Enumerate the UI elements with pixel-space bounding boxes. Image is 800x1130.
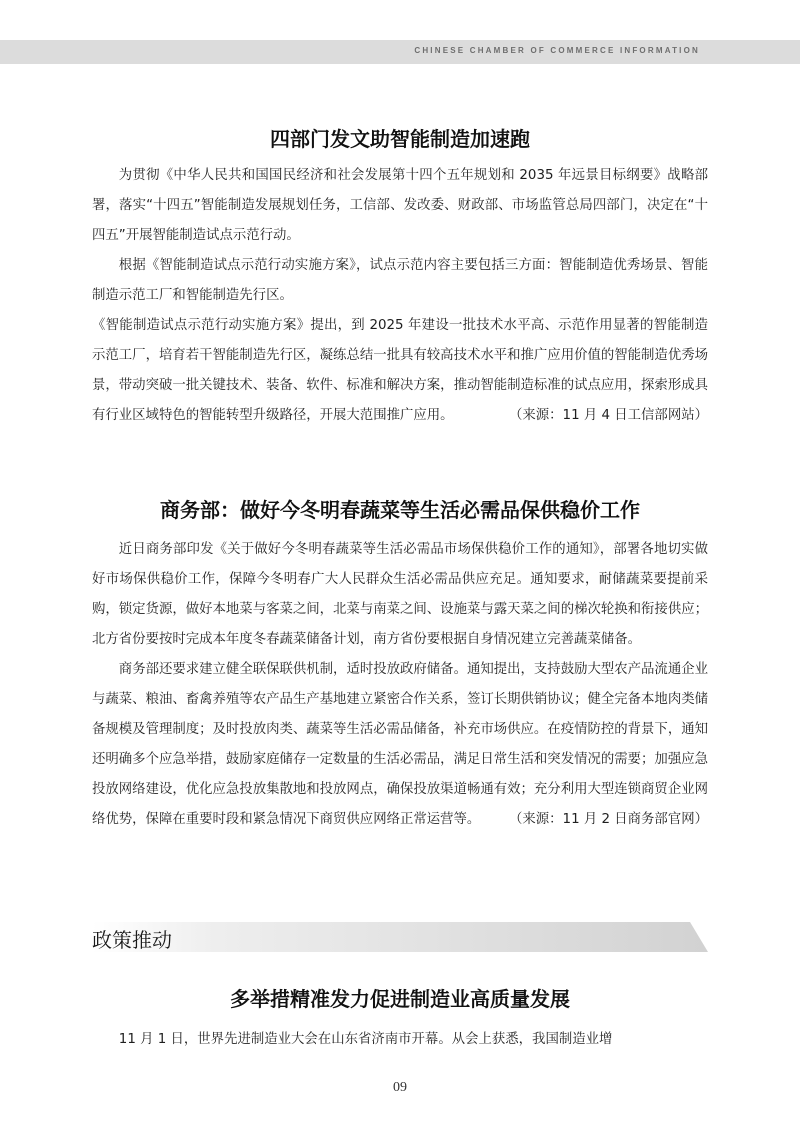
article-title-2: 商务部：做好今冬明春蔬菜等生活必需品保供稳价工作 bbox=[160, 498, 640, 522]
article-1-paragraph-1: 为贯彻《中华人民共和国国民经济和社会发展第十四个五年规划和 2035 年远景目标纲要》战略部署，落实“十四五”智能制造发展规划任务，工信部、发改委、财政部、市场监管总局四部门，决定在“十四五”开展智能制造试点示范行动。 bbox=[92, 168, 708, 243]
article-2-source: （来源：11 月 2 日商务部官网） bbox=[508, 812, 708, 827]
header-banner-text: CHINESE CHAMBER OF COMMERCE INFORMATION bbox=[414, 46, 700, 55]
article-body-2 bbox=[92, 535, 708, 835]
article-1-paragraph-3-text: 《智能制造试点示范行动实施方案》提出，到 2025 年建设一批技术水平高、示范作用显著的智能制造示范工厂，培育若干智能制造先行区，凝练总结一批具有较高技术水平和推广应用价值的智能制造优秀场景，带动突破一批关键技术、装备、软件、标准和解决方案，推动智能制造标准的试点应用，探索形成具有行业区域特色的智能转型升级路径，开展大范围推广应用。 bbox=[92, 318, 708, 423]
article-2-paragraph-2 bbox=[92, 655, 708, 835]
article-2-paragraph-2-text: 商务部还要求建立健全联保联供机制，适时投放政府储备。通知提出，支持鼓励大型农产品流通企业与蔬菜、粮油、畜禽养殖等农产品生产基地建立紧密合作关系，签订长期供销协议；健全完备本地肉类储备规模及管理制度；及时投放肉类、蔬菜等生活必需品储备，补充市场供应。在疫情防控的背景下，通知还明确多个应急举措，鼓励家庭储存一定数量的生活必需品，满足日常生活和突发情况的需要；加强应急投放网络建设，优化应急投放集散地和投放网点，确保投放渠道畅通有效；充分利用大型连锁商贸企业网络优势，保障在重要时段和紧急情况下商贸供应网络正常运营等。 bbox=[92, 662, 708, 827]
section-bar bbox=[92, 922, 708, 952]
page-number: 09 bbox=[393, 1080, 407, 1095]
article-1-source: （来源：11 月 4 日工信部网站） bbox=[508, 408, 708, 423]
article-title-1: 四部门发文助智能制造加速跑 bbox=[270, 127, 530, 151]
article-3-paragraph-1: 11 月 1 日，世界先进制造业大会在山东省济南市开幕。从会上获悉，我国制造业增 bbox=[118, 1032, 613, 1047]
article-2-paragraph-1: 近日商务部印发《关于做好今冬明春蔬菜等生活必需品市场保供稳价工作的通知》，部署各地切实做好市场保供稳价工作，保障今冬明春广大人民群众生活必需品供应充足。通知要求，耐储蔬菜要提前采购，锁定货源，做好本地菜与客菜之间，北菜与南菜之间、设施菜与露天菜之间的梯次轮换和衔接供应；北方省份要按时完成本年度冬春蔬菜储备计划，南方省份要根据自身情况建立完善蔬菜储备。 bbox=[92, 542, 708, 647]
article-body-1 bbox=[92, 161, 708, 431]
article-title-3: 多举措精准发力促进制造业高质量发展 bbox=[230, 987, 570, 1011]
section-label: 政策推动 bbox=[92, 928, 172, 952]
article-1-paragraph-3 bbox=[92, 311, 708, 431]
article-1-paragraph-2: 根据《智能制造试点示范行动实施方案》，试点示范内容主要包括三方面：智能制造优秀场景、智能制造示范工厂和智能制造先行区。 bbox=[92, 258, 708, 303]
article-body-3 bbox=[92, 1025, 708, 1055]
